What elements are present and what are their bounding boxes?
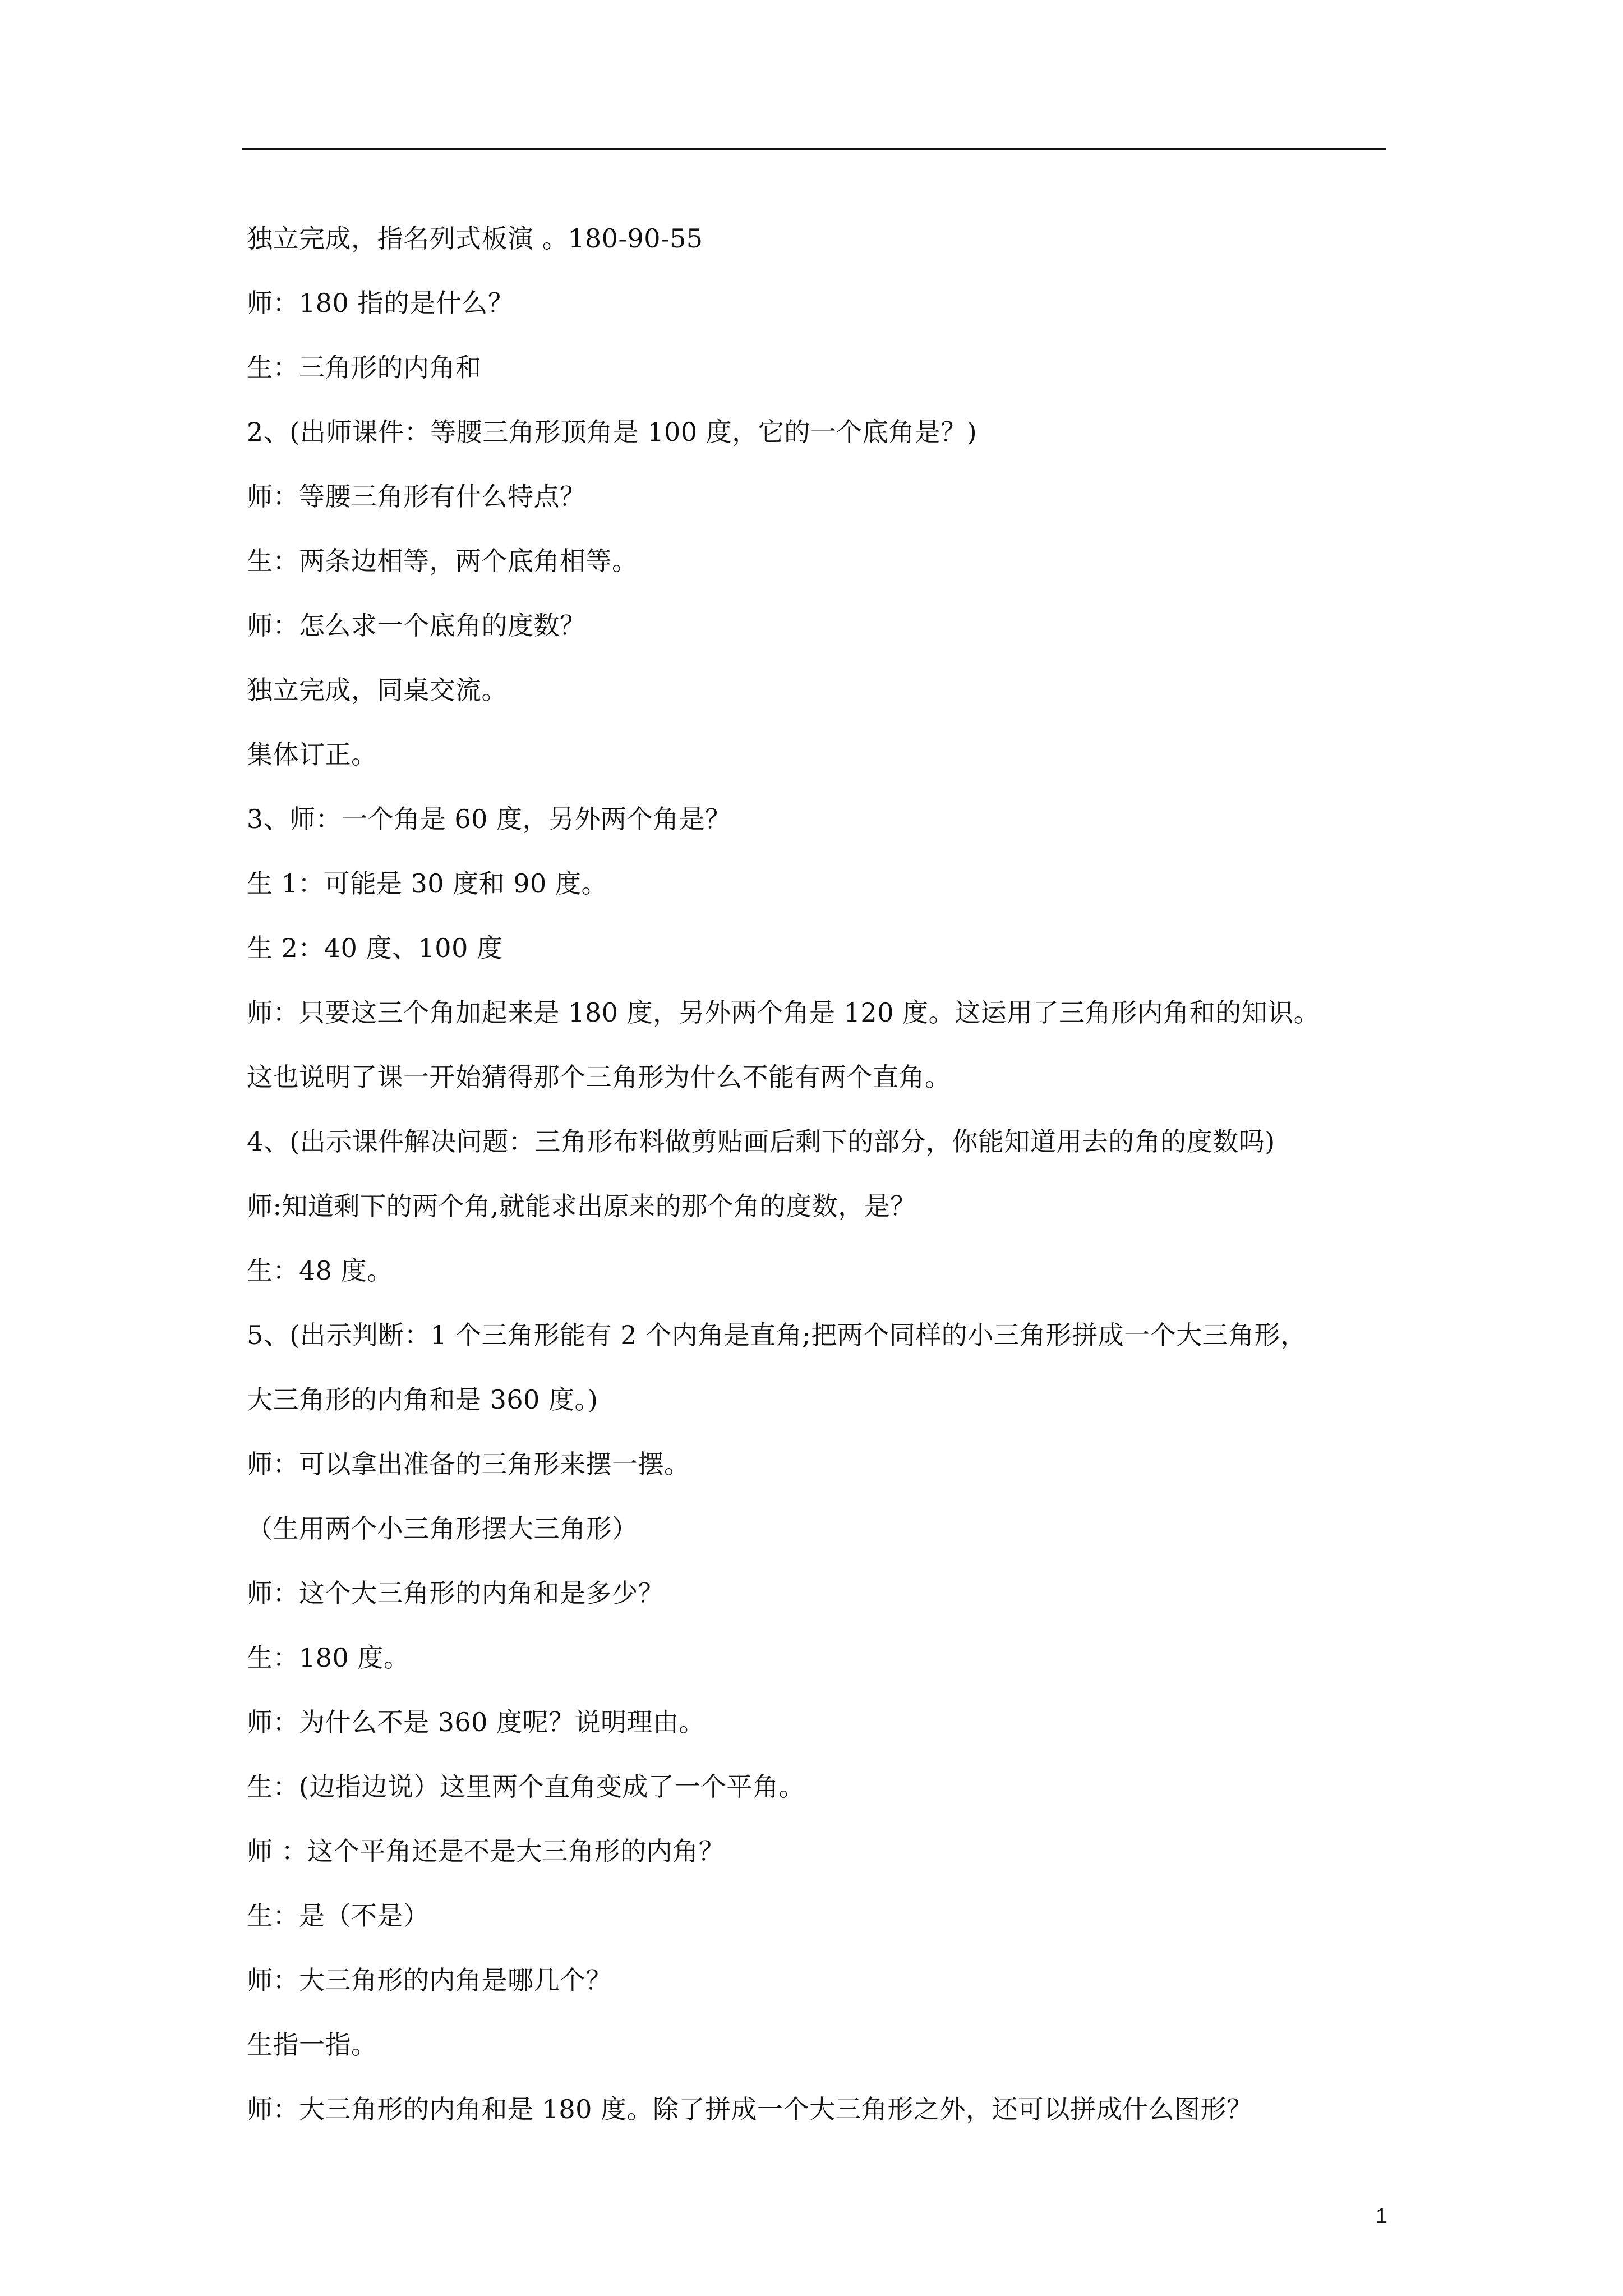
- text-line: 生 1：可能是 30 度和 90 度。: [247, 868, 607, 899]
- page-number: 1: [1375, 2205, 1387, 2228]
- text-line: 生：(边指边说）这里两个直角变成了一个平角。: [247, 1772, 805, 1802]
- text-line: 集体订正。: [247, 739, 377, 770]
- text-line: 师：为什么不是 360 度呢？说明理由。: [247, 1707, 706, 1737]
- text-line: 生：三角形的内角和: [247, 352, 482, 383]
- header-rule: [242, 148, 1386, 150]
- text-line: 生：48 度。: [247, 1255, 393, 1286]
- text-line: 师 ：这个平角还是不是大三角形的内角？: [247, 1836, 725, 1866]
- text-line: 4、(出示课件解决问题：三角形布料做剪贴画后剩下的部分，你能知道用去的角的度数吗): [247, 1126, 1275, 1157]
- text-line: 师:知道剩下的两个角,就能求出原来的那个角的度数，是？: [247, 1191, 916, 1221]
- text-line: 师：大三角形的内角和是 180 度。除了拼成一个大三角形之外，还可以拼成什么图形？: [247, 2094, 1253, 2124]
- text-line: 2、(出师课件：等腰三角形顶角是 100 度，它的一个底角是？): [247, 417, 978, 447]
- text-line: 生：180 度。: [247, 1642, 410, 1673]
- text-line: 独立完成，同桌交流。: [247, 675, 508, 705]
- text-line: 师：可以拿出准备的三角形来摆一摆。: [247, 1449, 690, 1479]
- text-line: 师：只要这三个角加起来是 180 度，另外两个角是 120 度。这运用了三角形内角和的知识。: [247, 997, 1320, 1028]
- text-line: 生指一指。: [247, 2030, 377, 2060]
- text-line: 大三角形的内角和是 360 度。): [247, 1384, 598, 1415]
- text-line: 生：是（不是）: [247, 1901, 430, 1931]
- text-line: 师：这个大三角形的内角和是多少？: [247, 1578, 664, 1608]
- text-line: （生用两个小三角形摆大三角形）: [247, 1513, 638, 1544]
- text-line: 师：怎么求一个底角的度数？: [247, 610, 586, 641]
- text-line: 师：180 指的是什么？: [247, 288, 514, 318]
- text-line: 3、师：一个角是 60 度，另外两个角是？: [247, 804, 731, 834]
- text-line: 独立完成，指名列式板演 。180-90-55: [247, 223, 703, 254]
- text-line: 生 2：40 度、100 度: [247, 933, 503, 963]
- text-line: 5、(出示判断：1 个三角形能有 2 个内角是直角;把两个同样的小三角形拼成一个大三角形，: [247, 1320, 1307, 1350]
- body-text: [247, 206, 1391, 2142]
- text-line: 这也说明了课一开始猜得那个三角形为什么不能有两个直角。: [247, 1062, 951, 1092]
- text-line: 生：两条边相等，两个底角相等。: [247, 546, 638, 576]
- text-line: 师：等腰三角形有什么特点？: [247, 481, 586, 512]
- text-line: 师：大三角形的内角是哪几个？: [247, 1965, 612, 1995]
